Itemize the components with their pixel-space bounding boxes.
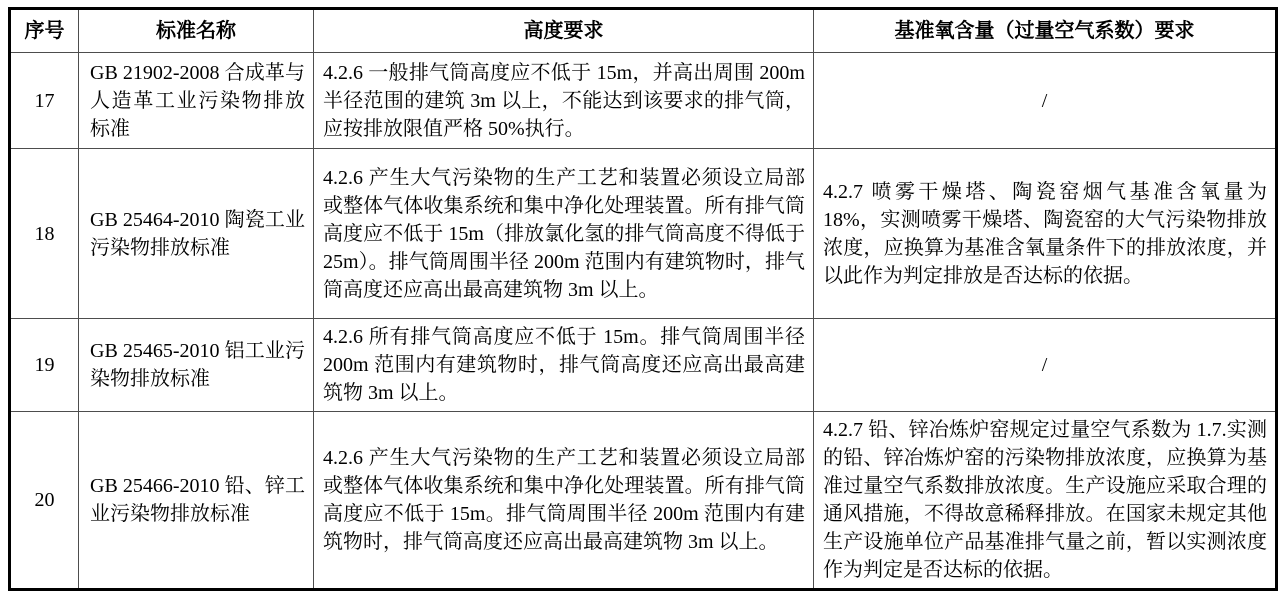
column-header-index: 序号 bbox=[10, 9, 79, 53]
height-requirement-cell: 4.2.6 产生大气污染物的生产工艺和装置必须设立局部或整体气体收集系统和集中净化处理装置。所有排气筒高度应不低于 15m。排气筒周围半径 200m 范围内有建筑物时，排气筒高度还应高出最高建筑物 3m 以上。 bbox=[314, 412, 814, 590]
table-row bbox=[10, 149, 1277, 319]
row-index: 19 bbox=[10, 319, 79, 412]
table-row bbox=[10, 319, 1277, 412]
standard-name-cell: GB 25464-2010 陶瓷工业污染物排放标准 bbox=[79, 149, 314, 319]
standard-name-cell: GB 25465-2010 铝工业污染物排放标准 bbox=[79, 319, 314, 412]
row-index: 17 bbox=[10, 53, 79, 149]
oxygen-requirement-cell: 4.2.7 喷雾干燥塔、陶瓷窑烟气基准含氧量为 18%，实测喷雾干燥塔、陶瓷窑的大气污染物排放浓度，应换算为基准含氧量条件下的排放浓度，并以此作为判定排放是否达标的依据。 bbox=[814, 149, 1277, 319]
oxygen-requirement-cell: / bbox=[814, 53, 1277, 149]
table-row bbox=[10, 412, 1277, 590]
standards-table bbox=[8, 7, 1278, 591]
table-row bbox=[10, 53, 1277, 149]
column-header-oxygen-requirement: 基准氧含量（过量空气系数）要求 bbox=[814, 9, 1277, 53]
header-row bbox=[10, 9, 1277, 53]
column-header-height-requirement: 高度要求 bbox=[314, 9, 814, 53]
oxygen-requirement-cell: 4.2.7 铅、锌冶炼炉窑规定过量空气系数为 1.7.实测的铅、锌冶炼炉窑的污染物排放浓度，应换算为基准过量空气系数排放浓度。生产设施应采取合理的通风措施，不得故意稀释排放。在国家未规定其他生产设施单位产品基准排气量之前，暂以实测浓度作为判定是否达标的依据。 bbox=[814, 412, 1277, 590]
height-requirement-cell: 4.2.6 一般排气筒高度应不低于 15m，并高出周围 200m 半径范围的建筑 3m 以上，不能达到该要求的排气筒，应按排放限值严格 50%执行。 bbox=[314, 53, 814, 149]
oxygen-requirement-cell: / bbox=[814, 319, 1277, 412]
standard-name-cell: GB 25466-2010 铅、锌工业污染物排放标准 bbox=[79, 412, 314, 590]
column-header-standard-name: 标准名称 bbox=[79, 9, 314, 53]
height-requirement-cell: 4.2.6 产生大气污染物的生产工艺和装置必须设立局部或整体气体收集系统和集中净化处理装置。所有排气筒高度应不低于 15m（排放氯化氢的排气筒高度不得低于 25m）。排气筒周围半径 200m 范围内有建筑物时，排气筒高度还应高出最高建筑物 3m 以上。 bbox=[314, 149, 814, 319]
row-index: 18 bbox=[10, 149, 79, 319]
standard-name-cell: GB 21902-2008 合成革与人造革工业污染物排放标准 bbox=[79, 53, 314, 149]
row-index: 20 bbox=[10, 412, 79, 590]
height-requirement-cell: 4.2.6 所有排气筒高度应不低于 15m。排气筒周围半径 200m 范围内有建筑物时，排气筒高度还应高出最高建筑物 3m 以上。 bbox=[314, 319, 814, 412]
